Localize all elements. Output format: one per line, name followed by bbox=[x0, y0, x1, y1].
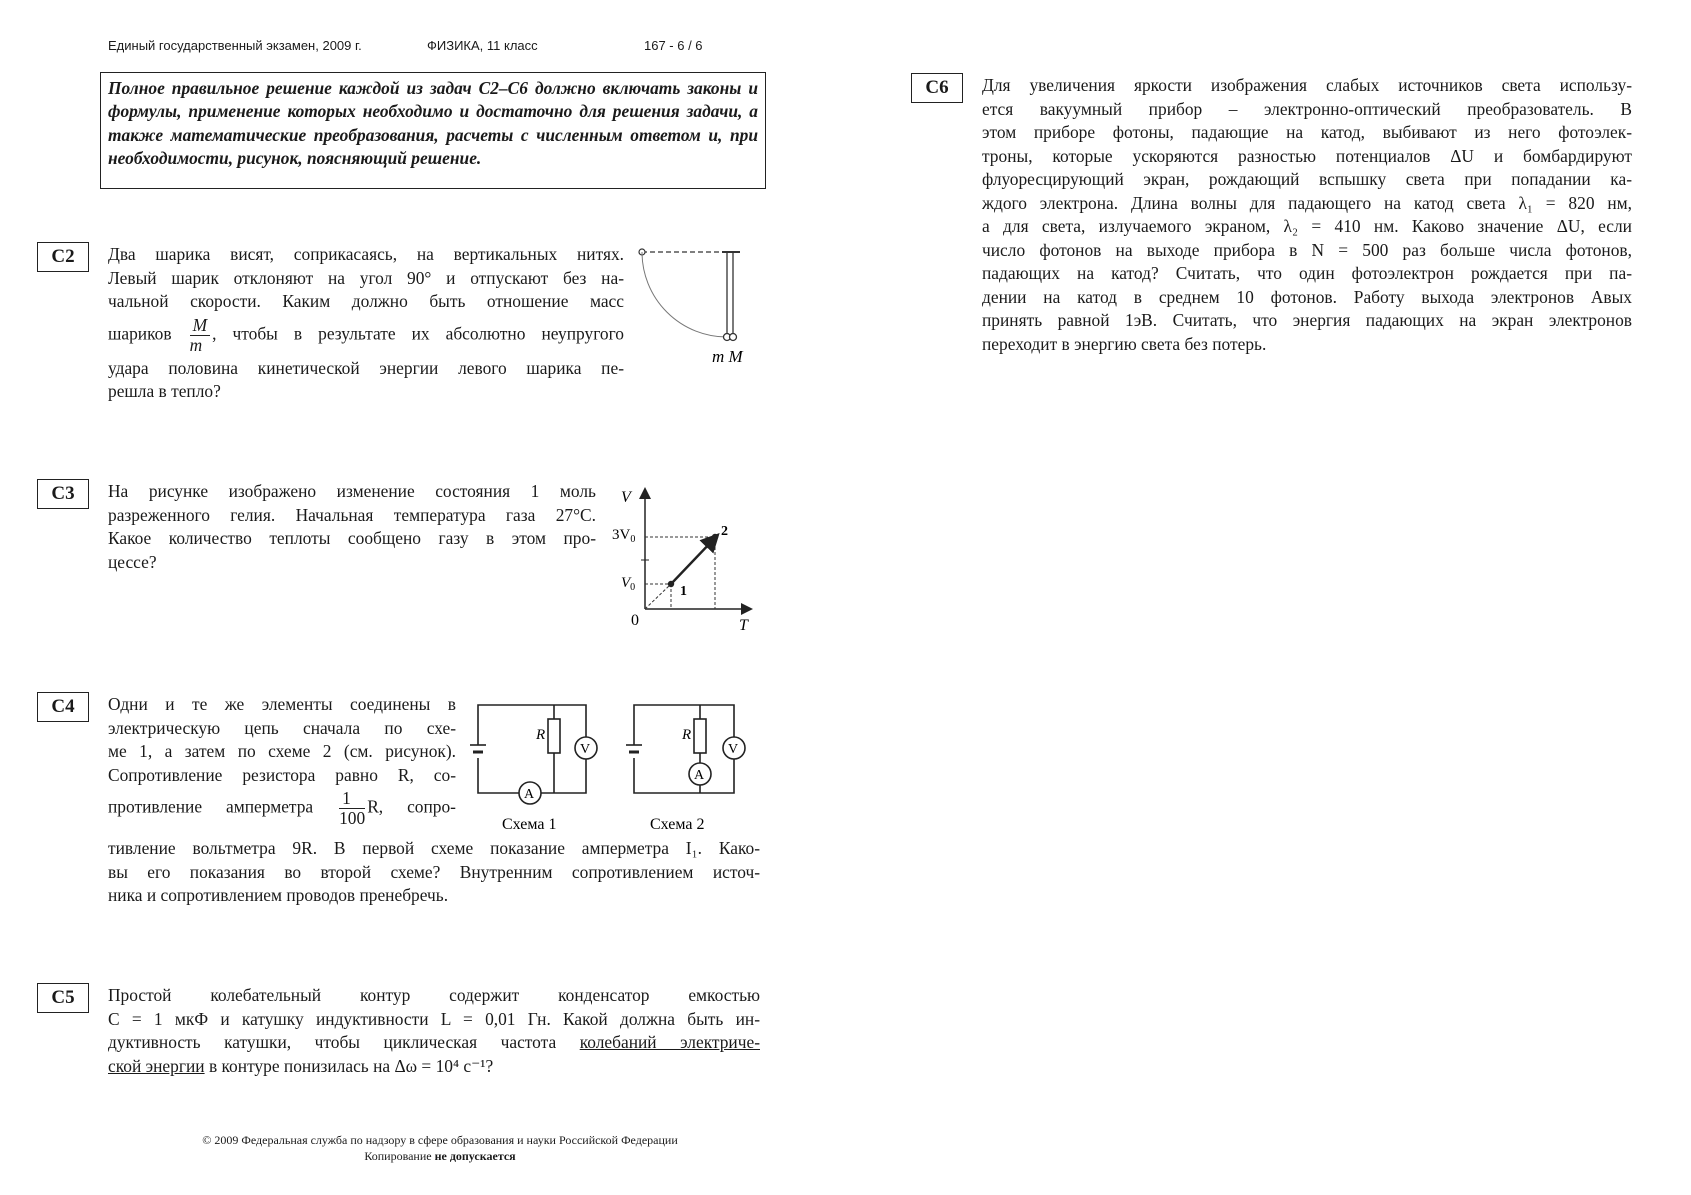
header-exam: Единый государственный экзамен, 2009 г. bbox=[108, 38, 362, 53]
text-line: троны, которые ускоряются разностью потенциалов ΔU и бомбардируют bbox=[982, 145, 1632, 166]
tick-v0: $V_0$ bbox=[621, 575, 636, 593]
task-tag-c4: С4 bbox=[37, 692, 89, 722]
process-line bbox=[671, 540, 713, 584]
task-c4-text-top bbox=[108, 693, 456, 828]
ammeter-label: A bbox=[694, 768, 705, 783]
text-line: число фотонов на выходе прибора в N = 500 раз больше числа фотонов, bbox=[982, 239, 1632, 260]
text-line: Простой колебательный контур содержит конденсатор емкостью bbox=[108, 985, 760, 1005]
text-line: Сопротивление резистора равно R, со- bbox=[108, 764, 456, 785]
scheme-2-caption: Схема 2 bbox=[650, 816, 705, 833]
footer-copy-notice: Копирование не допускается bbox=[364, 1149, 516, 1163]
text-line: ника и сопротивлением проводов пренебречь. bbox=[108, 885, 449, 905]
text-line: ме 1, а затем по схеме 2 (см. рисунок). bbox=[108, 741, 456, 761]
ammeter-label: A bbox=[524, 787, 535, 802]
text-line: флуоресцирующий экран, рождающий вспышку света при попадании ка- bbox=[982, 169, 1632, 189]
point-1-label: 1 bbox=[680, 584, 687, 599]
text-line: Два шарика висят, соприкасаясь, на вертикальных нитях. bbox=[108, 244, 624, 264]
tick-3v0: $3V_0$ bbox=[612, 527, 636, 545]
text-line: вы его показания во второй схеме? Внутренним сопротивлением источ- bbox=[108, 861, 760, 882]
voltmeter-label: V bbox=[580, 742, 591, 757]
text-line: чальной скорости. Каким должно быть отношение масс bbox=[108, 291, 624, 311]
text-line: тивление вольтметра 9R. В первой схеме показание амперметра I₁. Како- bbox=[108, 838, 760, 858]
text-line: Какое количество теплоты сообщено газу в этом про- bbox=[108, 528, 596, 548]
text-line: ской энергии в контуре понизилась на Δω = 10⁴ с⁻¹? bbox=[108, 1055, 494, 1076]
text-line: решла в тепло? bbox=[108, 381, 221, 401]
text-line: дуктивность катушки, чтобы циклическая частота колебаний электриче- bbox=[108, 1032, 760, 1052]
text-line: На рисунке изображено изменение состояния 1 моль bbox=[108, 481, 596, 501]
ammeter-fraction: $\frac{1}{100}$ bbox=[339, 788, 366, 828]
text-line: удара половина кинетической энергии левого шарика пе- bbox=[108, 357, 624, 378]
state-point-2 bbox=[712, 534, 718, 540]
text-line: электрическую цепь сначала по схе- bbox=[108, 717, 456, 738]
header-subject: ФИЗИКА, 11 класс bbox=[427, 38, 538, 53]
state-point-1 bbox=[668, 581, 674, 587]
task-c6-text bbox=[982, 74, 1632, 356]
circuit-diagrams bbox=[470, 695, 765, 835]
task-tag-c2: С2 bbox=[37, 242, 89, 272]
text-line: разреженного гелия. Начальная температура газа 27°С. bbox=[108, 504, 596, 525]
text-line: шариков $\frac{M}{m}$ , чтобы в результате их абсолютно неупругого bbox=[108, 314, 624, 355]
text-line: С = 1 мкФ и катушку индуктивности L = 0,01 Гн. Какой должна быть ин- bbox=[108, 1008, 760, 1029]
task-c3-text bbox=[108, 480, 596, 574]
origin-label: 0 bbox=[631, 612, 639, 629]
mass-ratio-fraction: $\frac{M}{m}$ bbox=[190, 316, 211, 355]
text-line: ждого электрона. Длина волны для падающего на катод света λ₁ = 820 нм, bbox=[982, 192, 1632, 213]
scheme-1-caption: Схема 1 bbox=[502, 816, 557, 833]
t-axis-label: T bbox=[739, 617, 748, 634]
text-line: Одни и те же элементы соединены в bbox=[108, 694, 456, 714]
footer-copyright: © 2009 Федеральная служба по надзору в сфере образования и науки Российской Федерации bbox=[202, 1133, 678, 1147]
pendulum-figure bbox=[630, 240, 760, 370]
task-c2-text bbox=[108, 243, 624, 404]
task-c4-text-bottom bbox=[108, 837, 760, 908]
text-line: ется вакуумный прибор – электронно-оптический преобразователь. В bbox=[982, 98, 1632, 119]
text-line: переходит в энергию света без потерь. bbox=[982, 333, 1267, 354]
task-c5-text bbox=[108, 984, 760, 1078]
task-tag-c3: С3 bbox=[37, 479, 89, 509]
text-line: цессе? bbox=[108, 551, 157, 572]
text-line: Левый шарик отклоняют на угол 90° и отпускают без на- bbox=[108, 267, 624, 288]
text-line: противление амперметра $\frac{1}{100}$ R, сопро- bbox=[108, 788, 456, 828]
text-line: а для света, излучаемого экраном, λ₂ = 410 нм. Каково значение ΔU, если bbox=[982, 216, 1632, 236]
text-line: Для увеличения яркости изображения слабых источников света использу- bbox=[982, 75, 1632, 95]
text-line: падающих на катод? Считать, что один фотоэлектрон рождается при па- bbox=[982, 263, 1632, 283]
point-2-label: 2 bbox=[721, 524, 728, 539]
resistor-label: R bbox=[536, 727, 546, 743]
pendulum-label: m M bbox=[712, 347, 743, 366]
instruction-box: Полное правильное решение каждой из задач С2–С6 должно включать законы и формулы, применение которых необходимо и достаточно для решения задачи, а также математические преобразования, расчеты с численным ответом и, при необходимости, рисунок, поясняющий решение. bbox=[100, 72, 766, 189]
task-tag-c5: С5 bbox=[37, 983, 89, 1013]
v-axis-label: V bbox=[621, 489, 631, 506]
text-line: принять равной 1эВ. Считать, что энергия падающих на экран электронов bbox=[982, 310, 1632, 330]
resistor-label: R bbox=[682, 727, 692, 743]
vt-graph bbox=[605, 485, 765, 635]
voltmeter-label: V bbox=[728, 742, 739, 757]
text-line: дении на катод в среднем 10 фотонов. Работу выхода электронов Aвых bbox=[982, 286, 1632, 307]
task-tag-c6: С6 bbox=[911, 73, 963, 103]
header-page: 167 - 6 / 6 bbox=[644, 38, 703, 53]
text-line: этом приборе фотоны, падающие на катод, выбивают из него фотоэлек- bbox=[982, 122, 1632, 142]
